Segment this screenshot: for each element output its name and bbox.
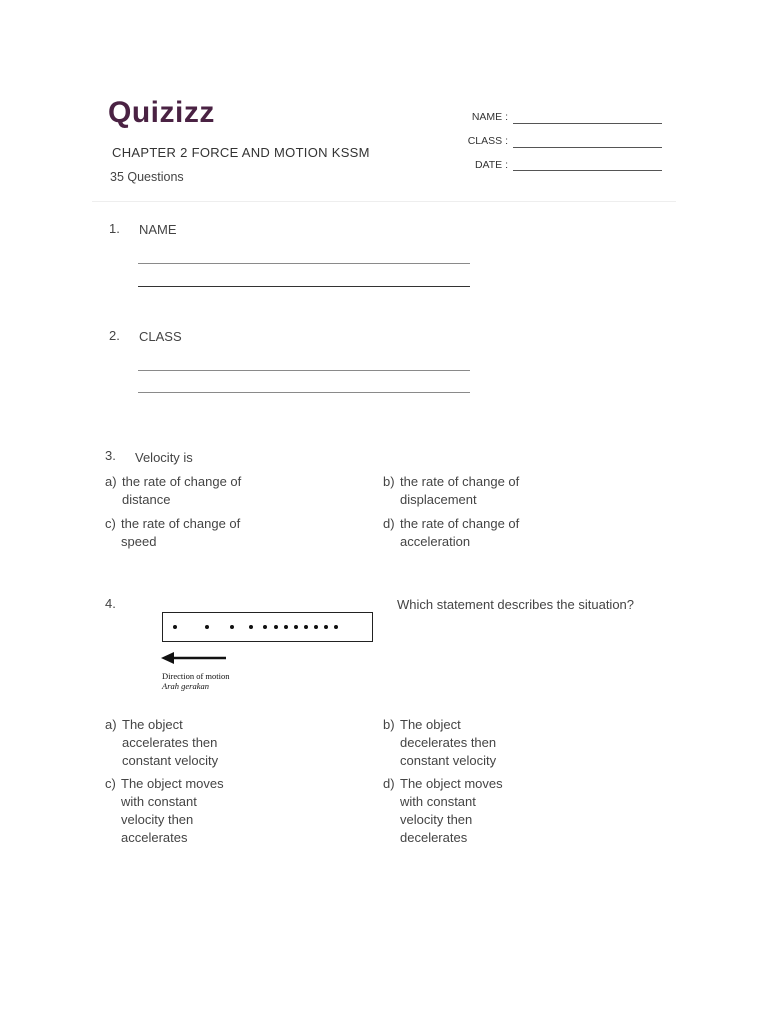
answer-line [138,392,470,393]
question-3-number: 3. [105,448,116,463]
class-field-line [513,147,662,148]
question-4-text: Which statement describes the situation? [397,597,635,612]
quizizz-logo: Quizizz [108,96,215,129]
tape-dot [304,625,308,629]
direction-arrow-icon [160,650,230,666]
answer-line [138,370,470,371]
option-b [383,473,583,513]
option-a [105,716,305,772]
answer-line [138,263,470,264]
ticker-tape-diagram [162,612,373,642]
question-2-text: CLASS [139,329,182,344]
tape-dot [230,625,234,629]
option-d [383,515,583,555]
class-field-label: CLASS : [467,135,508,147]
option-b [383,716,583,772]
tape-dot [263,625,267,629]
option-letter: b) [383,474,395,489]
option-text: The object moves with constant velocity then decelerates [400,776,503,845]
name-field-line [513,123,662,124]
tape-dot [334,625,338,629]
date-field-line [513,170,662,171]
tape-dot [249,625,253,629]
option-letter: a) [105,717,117,732]
name-field-label: NAME : [471,111,508,123]
option-letter: d) [383,776,395,791]
question-4-number: 4. [105,596,116,611]
option-text: the rate of change of acceleration [400,516,520,549]
option-d [383,775,583,849]
option-text: the rate of change of speed [121,516,241,549]
option-text: The object decelerates then constant velocity [400,717,497,768]
tape-dot [294,625,298,629]
question-1-number: 1. [109,221,120,236]
tape-dot [173,625,177,629]
option-c [105,515,305,555]
option-text: The object accelerates then constant velocity [122,717,219,768]
option-letter: c) [105,776,116,791]
tape-dot [324,625,328,629]
header-divider [92,201,676,202]
option-a [105,473,305,513]
tape-dot [274,625,278,629]
answer-line [138,286,470,287]
tape-dot [314,625,318,629]
option-letter: c) [105,516,116,531]
page-title: CHAPTER 2 FORCE AND MOTION KSSM [112,145,370,160]
option-letter: b) [383,717,395,732]
option-letter: a) [105,474,117,489]
option-text: The object moves with constant velocity then accelerates [121,776,224,845]
question-3-text: Velocity is [135,450,193,465]
tape-dot [284,625,288,629]
question-count: 35 Questions [110,170,184,184]
direction-label: Direction of motion Arah gerakan [162,671,230,691]
question-2-number: 2. [109,328,120,343]
option-text: the rate of change of displacement [400,474,520,507]
date-field-label: DATE : [474,159,508,171]
option-letter: d) [383,516,395,531]
tape-dot [205,625,209,629]
question-1-text: NAME [139,222,177,237]
option-c [105,775,305,849]
option-text: the rate of change of distance [122,474,242,507]
